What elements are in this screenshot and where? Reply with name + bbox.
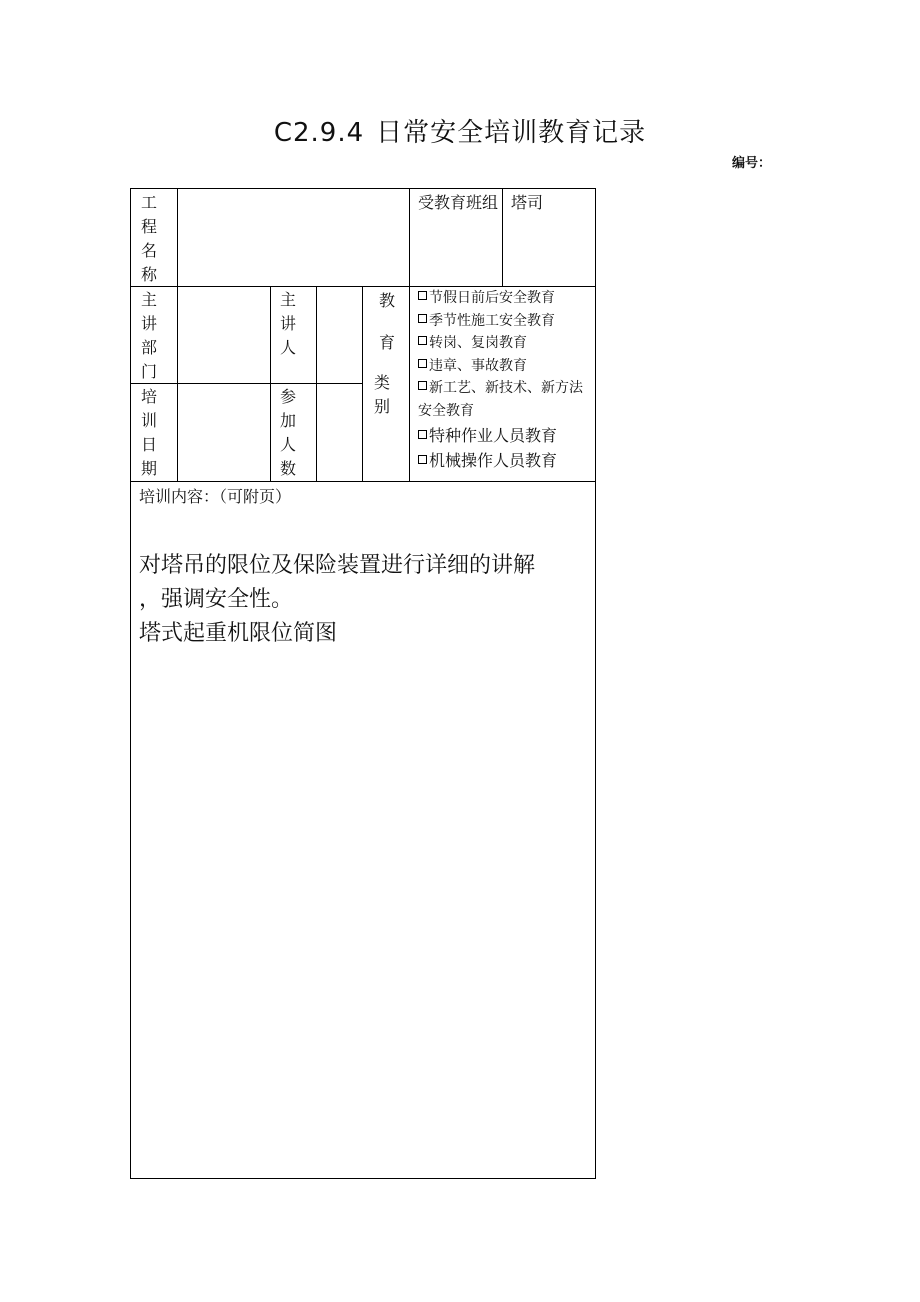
content-line-3: 塔式起重机限位简图 [139,621,338,646]
class-group-field[interactable]: 塔司 [511,193,544,212]
col-divider-4 [362,286,363,481]
row-divider-3 [131,481,595,482]
training-content-body[interactable] [139,549,591,651]
content-line-1: 对塔吊的限位及保险装置进行详细的讲解 [139,553,536,578]
checkbox-icon [418,291,427,300]
checkbox-icon [418,359,427,368]
category-checkbox-seasonal[interactable]: 季节性施工安全教育 [418,310,594,333]
col-divider-6 [502,189,503,286]
title-text: 日常安全培训教育记录 [376,118,647,148]
education-category-label-3: 类 [373,373,390,392]
category-checkbox-machine-operator[interactable]: 机械操作人员教育 [418,448,594,473]
page-title [0,112,920,149]
lecture-dept-label: 主讲部门 [140,290,157,381]
category-checkbox-holiday[interactable]: 节假日前后安全教育 [418,287,594,310]
category-checkbox-transfer[interactable]: 转岗、复岗教育 [418,332,594,355]
row-divider-2 [131,383,362,384]
checkbox-icon [418,381,427,390]
training-content-label: 培训内容：（可附页） [139,487,292,506]
checkbox-icon [418,336,427,345]
category-checkbox-new-process[interactable]: 新工艺、新技术、新方法安全教育 [418,380,583,419]
category-checkbox-special-operation[interactable]: 特种作业人员教育 [418,423,594,448]
checkbox-icon [418,455,427,464]
category-checkbox-violation[interactable]: 违章、事故教育 [418,355,594,378]
project-name-label: 工程名称 [140,193,157,284]
education-category-label-4: 别 [373,397,390,416]
training-date-label: 培训日期 [140,387,157,478]
participants-label: 参加人数 [279,387,296,478]
education-category-label-2: 育 [378,333,395,352]
content-line-2: ，强调安全性。 [139,587,294,612]
title-code: C2.9.4 [273,118,365,148]
lecturer-label: 主讲人 [279,290,296,357]
class-group-label: 受教育班组 [418,193,499,212]
training-record-form [130,188,596,1179]
education-category-list [418,287,594,473]
col-divider-1 [177,189,178,481]
col-divider-3 [316,286,317,481]
education-category-label-1: 教 [378,291,395,310]
col-divider-5 [409,189,410,481]
col-divider-2 [270,286,271,481]
checkbox-icon [418,430,427,439]
checkbox-icon [418,314,427,323]
document-number-label: 编号： [732,156,772,171]
